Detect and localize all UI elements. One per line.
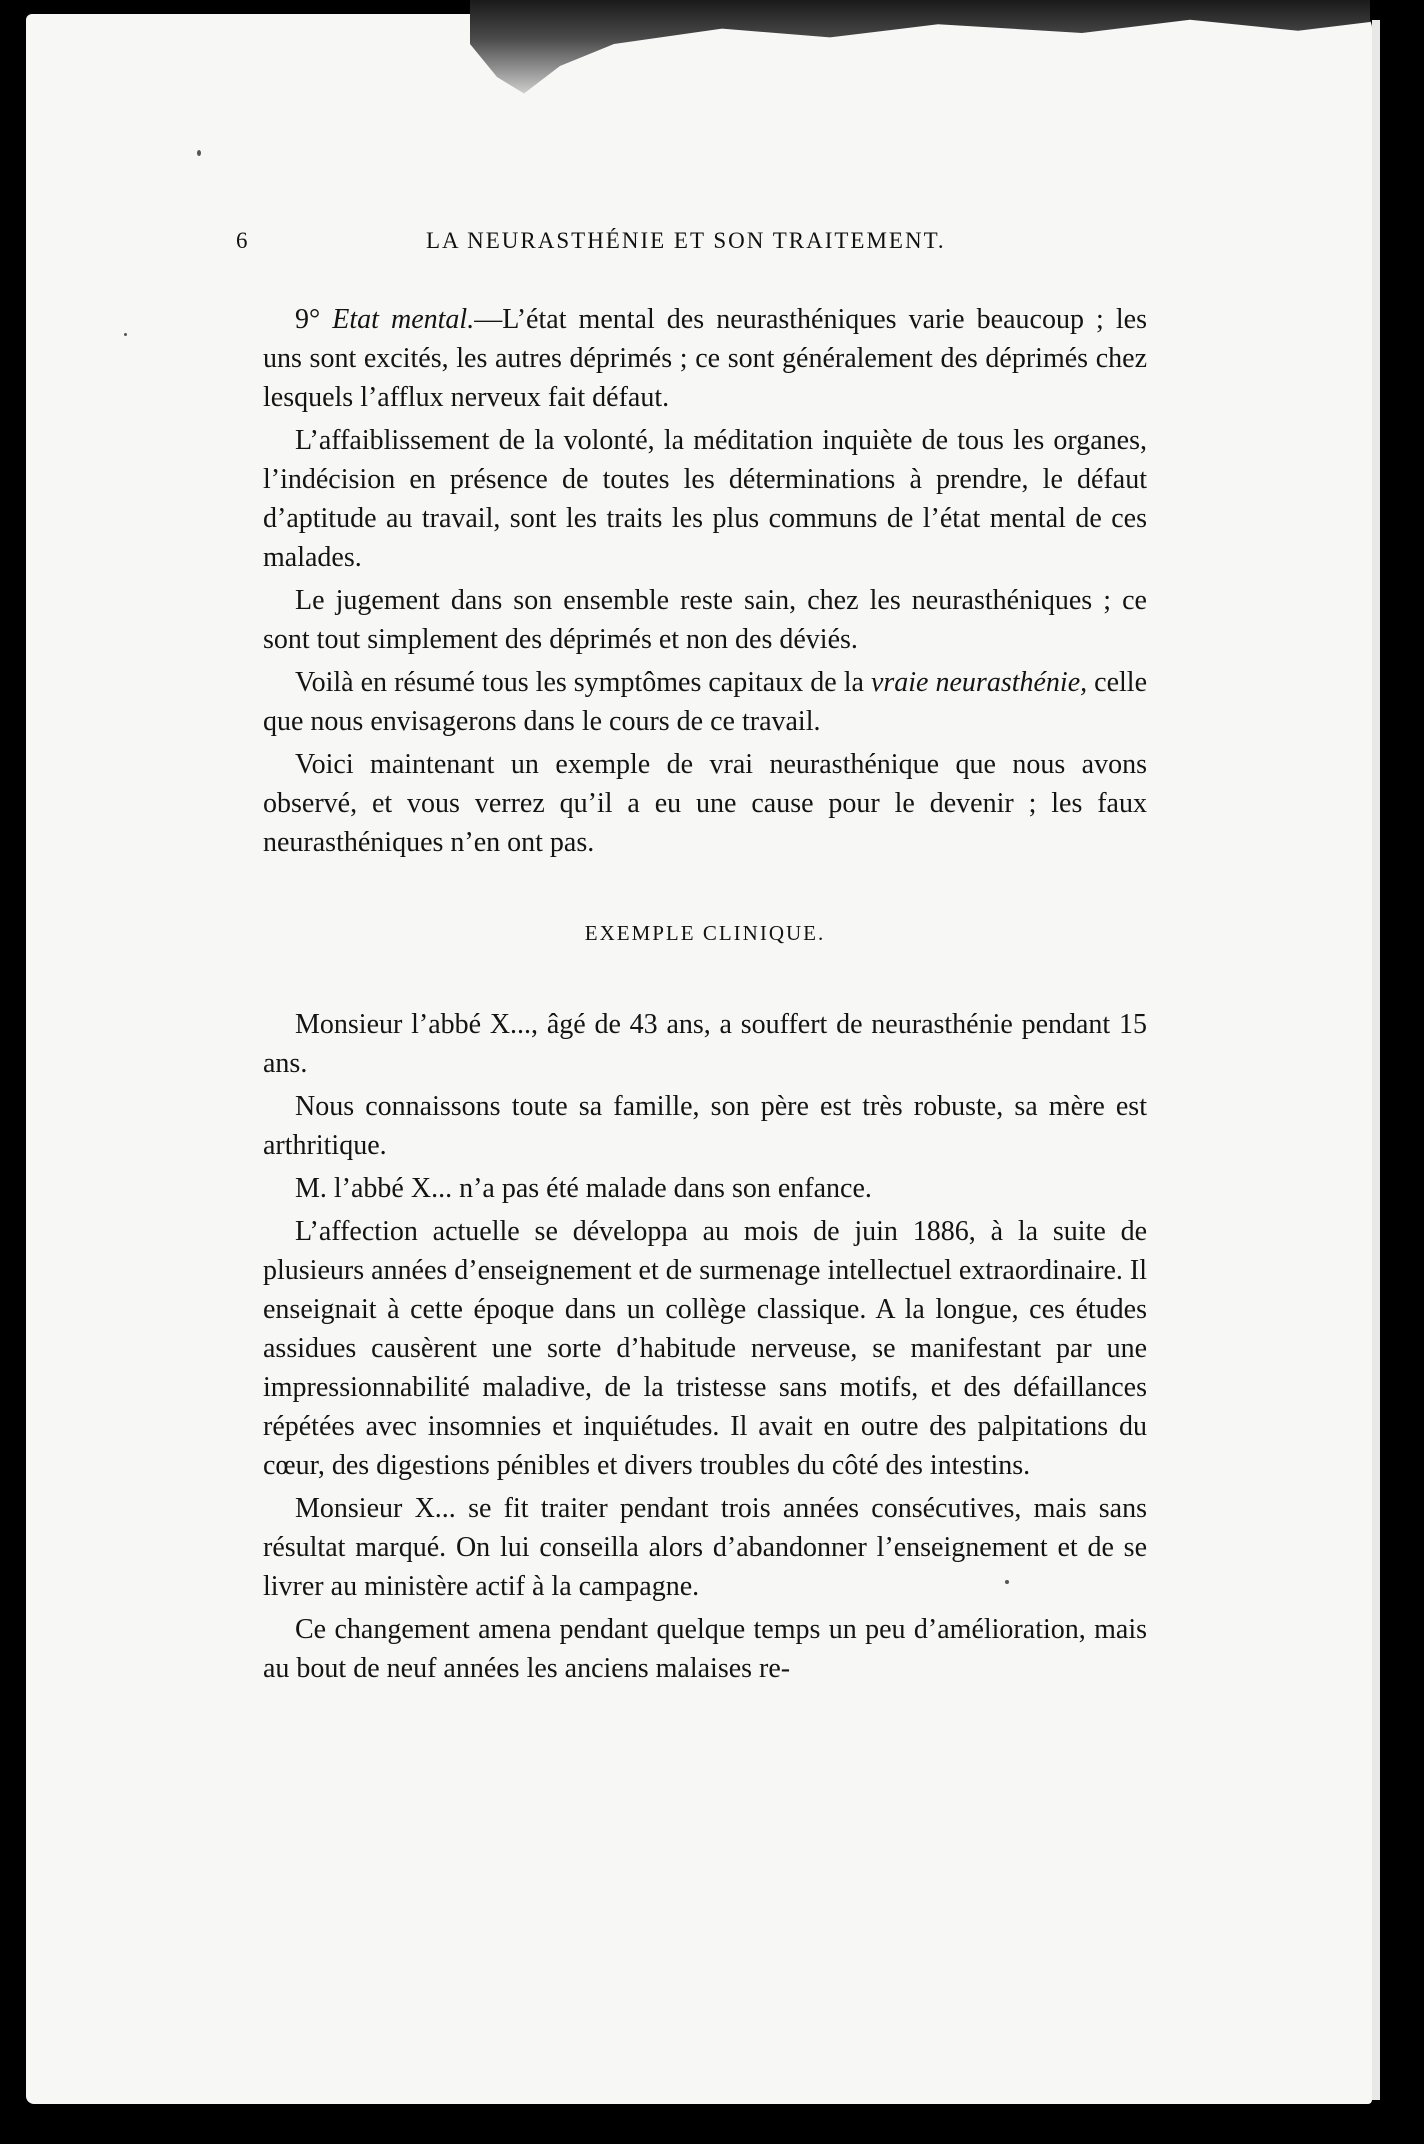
paragraph: L’affaiblissement de la volonté, la méditation inquiète de tous les organes, l’indécision en présence de toutes les déterminations à prendre, le défaut d’aptitude au travail, sont les traits les plus communs de l’état mental de ces malades. [263, 425, 1147, 573]
paragraph-etat-mental [263, 300, 1147, 417]
ink-speck [197, 150, 201, 156]
page-number: 6 [236, 228, 250, 253]
running-head [236, 228, 1142, 268]
paragraph: Monsieur X... se fit traiter pendant trois années consécutives, mais sans résultat marqué. On lui conseilla alors d’abandonner l’enseignement et de se livrer au ministère actif à la campagne. [263, 1493, 1147, 1602]
paragraph: M. l’abbé X... n’a pas été malade dans son enfance. [295, 1173, 872, 1204]
paragraph-text: celle que nous envisagerons dans le cours de ce travail. [263, 667, 1148, 737]
paragraph-text: Voilà en résumé tous les symptômes capitaux de la [295, 667, 871, 698]
paragraph: Le jugement dans son ensemble reste sain, chez les neurasthéniques ; ce sont tout simplement des déprimés et non des déviés. [263, 585, 1147, 655]
paragraph-text: —L’état mental des neurasthéniques varie beaucoup ; les uns sont excités, les autres déprimés ; ce sont généralement des déprimés chez lesquels l’afflux nerveux fait défaut. [263, 304, 1147, 413]
item-heading: Etat mental. [332, 304, 475, 335]
scan-border [1384, 20, 1424, 2144]
paragraph: L’affection actuelle se développa au mois de juin 1886, à la suite de plusieurs années d’enseignement et de surmenage intellectuel extraordinaire. Il enseignait à cette époque dans un collège classique. A la longue, ces études assidues causèrent une sorte d’habitude nerveuse, se manifestant par une impressionnabilité maladive, de la tristesse sans motifs, et des défaillances répétées avec insomnies et inquiétudes. Il avait en outre des palpitations du cœur, des digestions pénibles et divers troubles du côté des intestins. [263, 1216, 1147, 1481]
paragraph: Voici maintenant un exemple de vrai neurasthénique que nous avons observé, et vous verrez qu’il a eu une cause pour le devenir ; les faux neurasthéniques n’en ont pas. [263, 749, 1147, 858]
paragraph: Nous connaissons toute sa famille, son père est très robuste, sa mère est arthritique. [263, 1091, 1147, 1161]
running-head-title: LA NEURASTHÉNIE ET SON TRAITEMENT. [426, 228, 946, 253]
ink-speck [1005, 1580, 1009, 1584]
paragraph [263, 663, 1147, 741]
paragraph: Monsieur l’abbé X..., âgé de 43 ans, a souffert de neurasthénie pendant 15 ans. [263, 1009, 1147, 1079]
page-body [263, 300, 1147, 1688]
page-edge-strip [1372, 20, 1380, 2100]
section-title: EXEMPLE CLINIQUE. [584, 921, 826, 945]
item-number: 9° [295, 304, 333, 335]
ink-speck [124, 333, 127, 336]
paragraph: Ce changement amena pendant quelque temps un peu d’amélioration, mais au bout de neuf années les anciens malaises re- [263, 1614, 1147, 1684]
italic-term: vraie neurasthénie, [870, 667, 1088, 698]
